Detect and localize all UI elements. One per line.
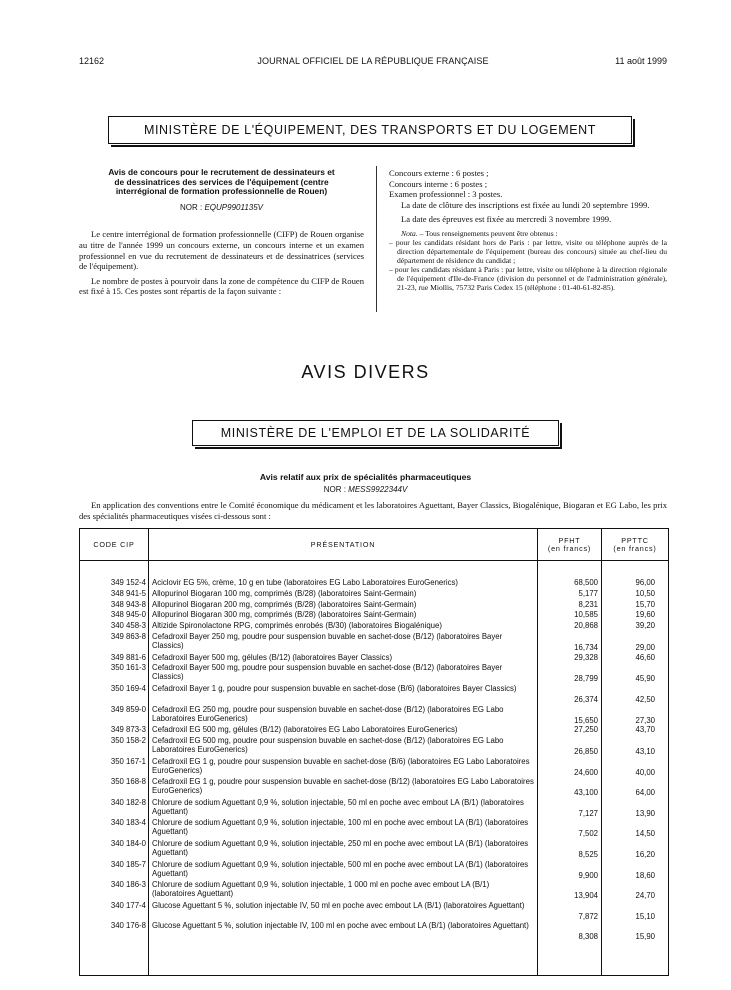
pttc-value: 24,70	[635, 891, 655, 901]
pfht-value: 7,502	[578, 829, 598, 839]
pttc-value: 15,90	[635, 932, 655, 942]
pttc-value: 10,50	[635, 588, 655, 598]
presentation-text: Chlorure de sodium Aguettant 0,9 %, solution injectable, 50 ml en poche avec embout LA (B/1) (laboratoires Aguettant)	[152, 797, 524, 816]
pttc-value: 16,20	[635, 850, 655, 860]
cip-code: 340 185-7	[110, 859, 146, 869]
page-number: 12162	[79, 56, 105, 66]
nota-heading	[389, 229, 667, 238]
pttc-value: 42,50	[635, 695, 655, 705]
presentation-text: Cefadroxil Bayer 250 mg, poudre pour suspension buvable en sachet-dose (B/12) (laboratoires Bayer Classics)	[152, 632, 503, 651]
section-title-avis-divers: AVIS DIVERS	[301, 362, 430, 382]
presentation-text: Glucose Aguettant 5 %, solution injectable IV, 100 ml en poche avec embout LA (B/1) (laboratoires Aguettant)	[152, 921, 529, 931]
pttc-value: 45,90	[635, 674, 655, 684]
pttc-value: 96,00	[635, 578, 655, 587]
postes-line: Examen professionnel : 3 postes.	[389, 189, 503, 200]
pttc-value: 43,70	[635, 725, 655, 735]
cip-code: 340 177-4	[110, 900, 146, 910]
pttc-value: 15,70	[635, 599, 655, 609]
pttc-value: 29,00	[635, 643, 655, 653]
cip-code: 340 183-4	[110, 818, 146, 828]
cloture-paragraph: La date de clôture des inscriptions est fixée au lundi 20 septembre 1999.	[401, 199, 650, 210]
presentation-text: Altizide Spironolactone RPG, comprimés enrobés (B/30) (laboratoires Biogalénique)	[152, 621, 442, 631]
pfht-value: 27,250	[574, 725, 598, 735]
pttc-value: 39,20	[635, 621, 655, 631]
pfht-value: 24,600	[574, 767, 598, 777]
cip-code: 340 176-8	[110, 921, 146, 931]
cip-code: 350 168-8	[110, 777, 146, 787]
presentation-text: Cefadroxil Bayer 1 g, poudre pour suspension buvable en sachet-dose (B/6) (laboratoires Bayer Classics)	[152, 684, 517, 693]
presentation-text: Cefadroxil Bayer 500 mg, gélules (B/12) (laboratoires Bayer Classics)	[152, 652, 393, 662]
cip-code: 348 945-0	[110, 610, 146, 620]
cip-code: 349 152-4	[110, 578, 146, 587]
nota-block	[389, 229, 667, 292]
cip-code: 349 881-6	[110, 652, 146, 662]
presentation-text: Cefadroxil EG 1 g, poudre pour suspension buvable en sachet-dose (B/12) (laboratoires EG Labo Laboratoires EuroGenerics)	[152, 777, 534, 796]
nota-text: – Tous renseignements peuvent être obtenus :	[417, 228, 558, 238]
pfht-value: 10,585	[574, 610, 598, 620]
pfht-value: 68,500	[574, 578, 598, 587]
cip-code: 340 182-8	[110, 797, 146, 807]
pttc-value: 19,60	[635, 610, 655, 620]
nota-item: – pour les candidats résidant hors de Paris : par lettre, visite ou téléphone auprès de la direction départementale de l'équipement (bureau des concours) située au chef-lieu du département de résidence du candidat ;	[389, 237, 667, 265]
presentation-text: Cefadroxil EG 1 g, poudre pour suspension buvable en sachet-dose (B/6) (laboratoires EG Labo Laboratoires EuroGenerics)	[152, 756, 530, 775]
presentation-text: Cefadroxil EG 250 mg, poudre pour suspension buvable en sachet-dose (B/12) (laboratoires EG Labo Laboratoires EuroGenerics)	[152, 704, 504, 723]
presentation-text: Glucose Aguettant 5 %, solution injectable IV, 50 ml en poche avec embout LA (B/1) (laboratoires Aguettant)	[152, 900, 525, 910]
nor-label: NOR :	[323, 485, 346, 494]
column-divider	[376, 166, 377, 312]
postes-line: Concours interne : 6 postes ;	[389, 178, 488, 189]
presentation-text: Chlorure de sodium Aguettant 0,9 %, solution injectable, 500 ml en poche avec embout LA (B/1) (laboratoires Aguettant)	[152, 859, 529, 878]
pfht-value: 29,328	[574, 652, 598, 662]
cip-code: 349 873-3	[110, 725, 146, 735]
table-divider	[148, 529, 149, 975]
pfht-value: 13,904	[574, 891, 598, 901]
concours-title	[79, 168, 364, 197]
cip-code: 350 169-4	[110, 684, 146, 693]
prix-nor	[0, 485, 731, 494]
presentation-text: Allopurinol Biogaran 200 mg, comprimés (B/28) (laboratoires Saint-Germain)	[152, 599, 417, 609]
pttc-value: 43,10	[635, 747, 655, 757]
pfht-value: 26,850	[574, 747, 598, 757]
cip-code: 340 184-0	[110, 839, 146, 848]
pttc-value: 13,90	[635, 808, 655, 818]
nota-item: – pour les candidats résidant à Paris : par lettre, visite ou téléphone à la direction régionale de l'équipement d'Ile-de-France (division du personnel et de l'administration générale), 21-23, rue Miollis, 75732 Paris Cedex 15 (téléphone : 01-40-61-82-85).	[389, 264, 667, 292]
pttc-value: 64,00	[635, 788, 655, 798]
nor-code: MESS9922344V	[348, 485, 408, 494]
pfht-value: 8,525	[578, 850, 598, 860]
pfht-value: 8,231	[578, 599, 598, 609]
concours-left-column	[79, 168, 364, 301]
presentation-text: Chlorure de sodium Aguettant 0,9 %, solution injectable, 100 ml en poche avec embout LA (B/1) (laboratoires Aguettant)	[152, 818, 529, 837]
presentation-text: Allopurinol Biogaran 300 mg, comprimés (B/28) (laboratoires Saint-Germain)	[152, 610, 417, 620]
presentation-text: Chlorure de sodium Aguettant 0,9 %, solution injectable, 1 000 ml en poche avec embout LA (B/1) (laboratoires Aguettant)	[152, 880, 490, 899]
postes-line: Concours externe : 6 postes ;	[389, 168, 489, 178]
prix-notice-title: Avis relatif aux prix de spécialités pharmaceutiques	[259, 472, 472, 482]
pfht-value: 20,868	[574, 621, 598, 631]
pfht-value: 7,127	[578, 808, 598, 818]
cip-code: 340 186-3	[110, 880, 146, 890]
cip-code: 349 859-0	[110, 704, 146, 714]
concours-nor	[79, 203, 364, 214]
cip-code: 350 158-2	[110, 736, 146, 745]
cip-code: 350 161-3	[110, 663, 146, 673]
pttc-value: 40,00	[635, 767, 655, 777]
pttc-value: 15,10	[635, 911, 655, 921]
prix-intro-paragraph: En application des conventions entre le Comité économique du médicament et les laboratoires Aguettant, Bayer Classics, Biogalénique, Biogaran et EG Labo, les prix des spécialités pharmaceutiques visées ci-dessous sont :	[79, 500, 667, 521]
journal-title: JOURNAL OFFICIEL DE LA RÉPUBLIQUE FRANÇAISE	[257, 56, 489, 66]
presentation-text: Allopurinol Biogaran 100 mg, comprimés (B/28) (laboratoires Saint-Germain)	[152, 588, 417, 598]
presentation-text: Aciclovir EG 5%, crème, 10 g en tube (laboratoires EG Labo Laboratoires EuroGenerics)	[152, 578, 458, 587]
pfht-value: 28,799	[574, 674, 598, 684]
issue-date: 11 août 1999	[615, 56, 667, 66]
table-header-rule	[80, 560, 668, 561]
nor-code: EQUP9901135V	[204, 202, 264, 212]
cip-code: 348 941-5	[110, 588, 146, 598]
pfht-value: 26,374	[574, 695, 598, 705]
ministry-heading-equipement: MINISTÈRE DE L'ÉQUIPEMENT, DES TRANSPORTS ET DU LOGEMENT	[108, 116, 632, 144]
pfht-value: 8,308	[578, 932, 598, 942]
presentation-text: Chlorure de sodium Aguettant 0,9 %, solution injectable, 250 ml en poche avec embout LA (B/1) (laboratoires Aguettant)	[152, 839, 529, 858]
pttc-value: 14,50	[635, 829, 655, 839]
cip-code: 348 943-8	[110, 599, 146, 609]
table-divider	[601, 529, 602, 975]
concours-title-line: interrégional de formation professionnelle de Rouen)	[115, 186, 328, 197]
concours-paragraph: Le centre interrégional de formation professionnelle (CIFP) de Rouen organise au titre de l'année 1999 un concours externe, un concours interne et un examen professionnel en vue du recrutement de dessinateurs et de dessinatrices (services de l'équipement).	[79, 229, 364, 272]
column-header-pfht: PFHT (en francs)	[547, 535, 592, 553]
cip-code: 340 458-3	[110, 621, 146, 631]
epreuves-paragraph: La date des épreuves est fixée au mercredi 3 novembre 1999.	[401, 214, 612, 225]
concours-right-column	[389, 168, 667, 292]
pttc-value: 18,60	[635, 870, 655, 880]
pfht-value: 43,100	[574, 788, 598, 798]
pttc-value: 27,30	[635, 715, 655, 725]
concours-title-line: de dessinatrices des services de l'équipement (centre	[114, 176, 329, 187]
pfht-value: 15,650	[574, 715, 598, 725]
pfht-value: 16,734	[574, 643, 598, 653]
pfht-value: 5,177	[578, 588, 598, 598]
nor-label: NOR :	[179, 202, 203, 212]
cip-code: 349 863-8	[110, 632, 146, 641]
ministry-heading-emploi: MINISTÈRE DE L'EMPLOI ET DE LA SOLIDARITÉ	[192, 420, 559, 446]
column-header-presentation: PRÉSENTATION	[310, 539, 376, 549]
nota-label: Nota.	[401, 228, 418, 238]
pfht-value: 7,872	[578, 911, 598, 921]
column-header-pttc: PPTTC (en francs)	[613, 535, 657, 553]
column-header-code: CODE CIP	[93, 539, 135, 549]
price-table	[79, 528, 669, 976]
pttc-value: 46,60	[635, 652, 655, 662]
concours-title-line: Avis de concours pour le recrutement de dessinateurs et	[108, 167, 335, 177]
page-header	[79, 56, 667, 70]
concours-paragraph: Le nombre de postes à pourvoir dans la zone de compétence du CIFP de Rouen est fixé à 15. Ces postes sont répartis de la façon suivante :	[79, 275, 364, 297]
pfht-value: 9,900	[578, 870, 598, 880]
presentation-text: Cefadroxil Bayer 500 mg, poudre pour suspension buvable en sachet-dose (B/12) (laboratoires Bayer Classics)	[152, 663, 503, 682]
cip-code: 350 167-1	[110, 756, 146, 766]
presentation-text: Cefadroxil EG 500 mg, poudre pour suspension buvable en sachet-dose (B/12) (laboratoires EG Labo Laboratoires EuroGenerics)	[152, 736, 504, 755]
presentation-text: Cefadroxil EG 500 mg, gélules (B/12) (laboratoires EG Labo Laboratoires EuroGenerics)	[152, 725, 458, 735]
